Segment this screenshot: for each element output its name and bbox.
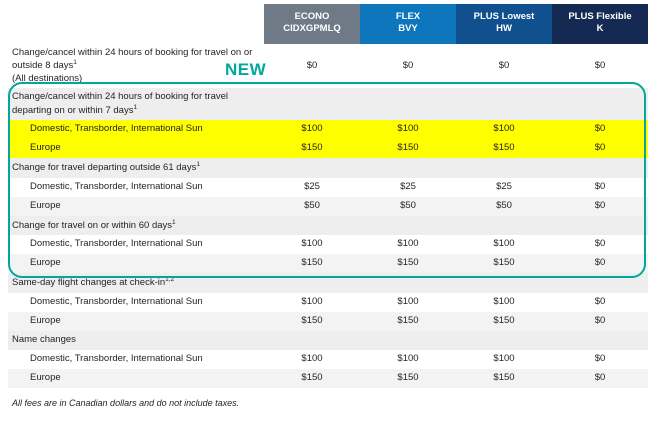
fee-value bbox=[264, 331, 360, 350]
fee-value: $100 bbox=[456, 235, 552, 254]
fee-value: $0 bbox=[360, 44, 456, 88]
row-label: Change/cancel within 24 hours of booking for travel on or outside 8 days$^1$ (All destinations) bbox=[8, 44, 264, 88]
row-label: Domestic, Transborder, International Sun bbox=[8, 178, 264, 197]
fee-value bbox=[360, 331, 456, 350]
new-callout-label: NEW bbox=[225, 60, 267, 79]
row-label: Change for travel departing outside 61 days$^1$ bbox=[8, 158, 264, 178]
footnote: All fees are in Canadian dollars and do not include taxes. bbox=[12, 397, 240, 408]
row-label: Change/cancel within 24 hours of booking for travel departing on or within 7 days$^1$ bbox=[8, 88, 264, 120]
fee-value: $100 bbox=[264, 120, 360, 139]
fee-value: $150 bbox=[456, 369, 552, 388]
fee-value: $0 bbox=[552, 369, 648, 388]
fee-value: $25 bbox=[360, 178, 456, 197]
row-label: Europe bbox=[8, 197, 264, 216]
table-row bbox=[8, 120, 648, 139]
fee-value: $150 bbox=[360, 254, 456, 273]
row-label: Europe bbox=[8, 312, 264, 331]
fee-value: $100 bbox=[360, 235, 456, 254]
fee-value: $0 bbox=[264, 44, 360, 88]
fee-value: $50 bbox=[456, 197, 552, 216]
fee-value: $50 bbox=[360, 197, 456, 216]
fee-value bbox=[552, 331, 648, 350]
fee-value bbox=[264, 88, 360, 120]
header-row bbox=[8, 4, 648, 44]
fee-value: $0 bbox=[456, 44, 552, 88]
table-header bbox=[8, 4, 648, 44]
fee-value: $25 bbox=[264, 178, 360, 197]
header-plus-flexible-sub: K bbox=[596, 23, 604, 34]
fee-value: $150 bbox=[264, 312, 360, 331]
fee-value: $150 bbox=[264, 369, 360, 388]
fee-value: $100 bbox=[360, 120, 456, 139]
fee-value bbox=[456, 331, 552, 350]
table-row bbox=[8, 293, 648, 312]
fee-value: $150 bbox=[264, 254, 360, 273]
fee-value bbox=[264, 273, 360, 293]
fee-value bbox=[360, 158, 456, 178]
fee-value bbox=[552, 216, 648, 236]
fee-value: $100 bbox=[264, 293, 360, 312]
header-plus-flexible bbox=[552, 4, 648, 44]
fee-value bbox=[552, 273, 648, 293]
table-row bbox=[8, 44, 648, 88]
fee-value: $0 bbox=[552, 254, 648, 273]
fee-value bbox=[552, 158, 648, 178]
row-label: Domestic, Transborder, International Sun bbox=[8, 235, 264, 254]
fee-value: $0 bbox=[552, 44, 648, 88]
table-row bbox=[8, 312, 648, 331]
row-label: Name changes bbox=[8, 331, 264, 350]
fee-value bbox=[264, 158, 360, 178]
table-row bbox=[8, 254, 648, 273]
row-label: Change for travel on or within 60 days$^1$ bbox=[8, 216, 264, 236]
fee-value: $100 bbox=[264, 235, 360, 254]
table-row bbox=[8, 197, 648, 216]
fee-value: $100 bbox=[360, 350, 456, 369]
table-body bbox=[8, 44, 648, 388]
fee-value: $25 bbox=[456, 178, 552, 197]
row-label: Same-day flight changes at check-in$^{1,2}$ bbox=[8, 273, 264, 293]
table-row bbox=[8, 88, 648, 120]
header-plus-flexible-name: PLUS Flexible bbox=[568, 11, 632, 23]
table-row bbox=[8, 331, 648, 350]
fee-value bbox=[456, 158, 552, 178]
fee-value: $150 bbox=[456, 254, 552, 273]
fee-value: $0 bbox=[552, 350, 648, 369]
fee-value: $0 bbox=[552, 120, 648, 139]
fee-value: $150 bbox=[360, 139, 456, 158]
header-flex-sub: BVY bbox=[398, 23, 418, 34]
header-plus-lowest-sub: HW bbox=[496, 23, 512, 34]
fee-value: $0 bbox=[552, 178, 648, 197]
fee-value: $100 bbox=[456, 350, 552, 369]
row-label: Europe bbox=[8, 254, 264, 273]
header-plus-lowest bbox=[456, 4, 552, 44]
fee-value: $0 bbox=[552, 235, 648, 254]
fee-value: $150 bbox=[360, 312, 456, 331]
table-row bbox=[8, 158, 648, 178]
header-blank bbox=[8, 4, 264, 44]
fee-value bbox=[360, 273, 456, 293]
header-econo-name: ECONO bbox=[294, 11, 330, 23]
header-plus-lowest-name: PLUS Lowest bbox=[473, 11, 535, 23]
row-label: Europe bbox=[8, 369, 264, 388]
fee-value: $100 bbox=[456, 120, 552, 139]
table-row bbox=[8, 139, 648, 158]
header-flex bbox=[360, 4, 456, 44]
fee-value bbox=[360, 88, 456, 120]
row-label: Domestic, Transborder, International Sun bbox=[8, 293, 264, 312]
header-econo-sub: CIDXGPMLQ bbox=[283, 23, 341, 34]
fee-value: $0 bbox=[552, 293, 648, 312]
fee-value: $100 bbox=[264, 350, 360, 369]
table-row bbox=[8, 178, 648, 197]
fee-value: $0 bbox=[552, 197, 648, 216]
fee-value: $150 bbox=[264, 139, 360, 158]
row-label: Domestic, Transborder, International Sun bbox=[8, 350, 264, 369]
fee-value: $50 bbox=[264, 197, 360, 216]
row-label: Domestic, Transborder, International Sun bbox=[8, 120, 264, 139]
table-row bbox=[8, 350, 648, 369]
row-label: Europe bbox=[8, 139, 264, 158]
fee-value: $150 bbox=[456, 312, 552, 331]
header-flex-name: FLEX bbox=[395, 11, 421, 23]
fee-value: $100 bbox=[456, 293, 552, 312]
fee-table bbox=[8, 4, 648, 388]
table-row bbox=[8, 273, 648, 293]
header-econo bbox=[264, 4, 360, 44]
fee-value bbox=[456, 88, 552, 120]
fee-value bbox=[552, 88, 648, 120]
table-row bbox=[8, 235, 648, 254]
fee-value: $0 bbox=[552, 139, 648, 158]
fee-value: $0 bbox=[552, 312, 648, 331]
fee-value bbox=[456, 216, 552, 236]
fee-value: $150 bbox=[456, 139, 552, 158]
fee-table-container bbox=[8, 4, 648, 408]
fee-value bbox=[456, 273, 552, 293]
table-row bbox=[8, 369, 648, 388]
fee-value bbox=[264, 216, 360, 236]
fee-value: $150 bbox=[360, 369, 456, 388]
table-row bbox=[8, 216, 648, 236]
fee-value bbox=[360, 216, 456, 236]
fee-value: $100 bbox=[360, 293, 456, 312]
